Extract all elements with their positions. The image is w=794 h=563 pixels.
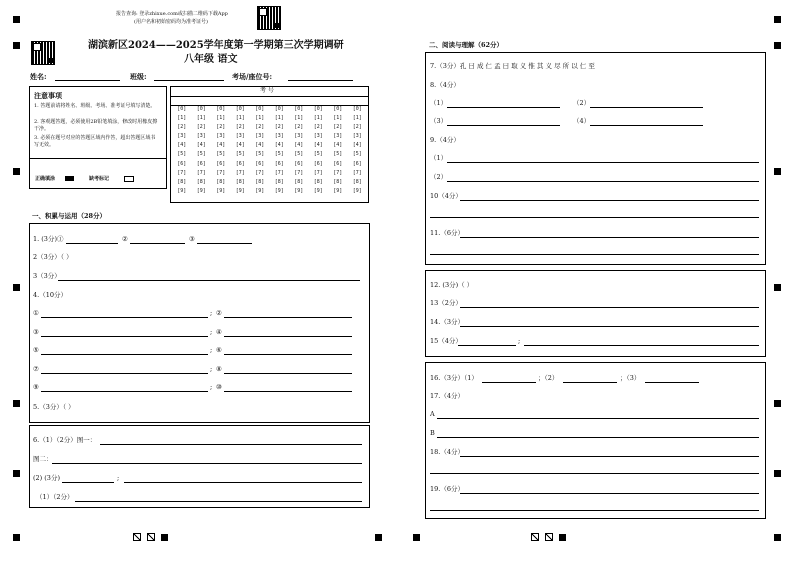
id-digit-bubble[interactable]: [1] bbox=[196, 115, 206, 122]
id-digit-bubble[interactable]: [7] bbox=[274, 169, 284, 176]
id-digit-bubble[interactable]: [5] bbox=[313, 151, 323, 158]
id-digit-bubble[interactable]: [2] bbox=[274, 124, 284, 131]
id-digit-bubble[interactable]: [2] bbox=[177, 124, 187, 131]
name-field[interactable] bbox=[55, 80, 120, 81]
page-code-mark bbox=[147, 533, 155, 541]
notice-item: 3. 必须在题号对应的答题区域内作答，超出答题区域书写无效。 bbox=[34, 135, 156, 148]
q15-blank-2[interactable] bbox=[524, 345, 759, 346]
id-digit-bubble[interactable]: [7] bbox=[216, 169, 226, 176]
id-digit-bubble[interactable]: [3] bbox=[313, 133, 323, 140]
q4-item-label: ④ bbox=[216, 327, 222, 336]
q4-item-blank[interactable] bbox=[224, 317, 352, 318]
id-digit-bubble[interactable]: [1] bbox=[333, 115, 343, 122]
id-digit-bubble[interactable]: [6] bbox=[255, 160, 265, 167]
id-digit-bubble[interactable]: [8] bbox=[274, 178, 284, 185]
q18-label: 18.（4分） bbox=[430, 448, 464, 456]
q4-item-label: ① bbox=[33, 309, 39, 317]
q16-blank-3[interactable] bbox=[645, 382, 699, 383]
q9-item-2-label: （2） bbox=[430, 173, 448, 181]
id-digit-bubble[interactable]: [5] bbox=[196, 151, 206, 158]
id-digit-bubble[interactable]: [6] bbox=[274, 160, 284, 167]
section1-answer-box bbox=[29, 223, 370, 423]
q12-label: 12. (3分)（ ） bbox=[430, 281, 474, 289]
q17-blank-a[interactable] bbox=[437, 418, 759, 419]
id-digit-bubble[interactable]: [1] bbox=[216, 115, 226, 122]
id-digit-bubble[interactable]: [0] bbox=[274, 106, 284, 112]
q17-blank-b[interactable] bbox=[437, 437, 759, 438]
notice-item: 2. 客观题答题，必须使用2B铅笔填涂，修改时用橡皮擦干净。 bbox=[34, 119, 158, 132]
timing-mark bbox=[774, 42, 781, 49]
id-digit-bubble[interactable]: [4] bbox=[352, 142, 362, 149]
id-digit-column[interactable] bbox=[309, 96, 329, 196]
id-digit-bubble[interactable]: [6] bbox=[352, 160, 362, 167]
q5-label: 5.（3分）（ ） bbox=[33, 403, 75, 411]
id-digit-bubble[interactable]: [0] bbox=[294, 106, 304, 112]
q4-item-label: ③ bbox=[33, 327, 39, 336]
q8-item-4-label: （4） bbox=[573, 117, 591, 125]
page-code-mark bbox=[133, 533, 141, 541]
id-digit-bubble[interactable]: [3] bbox=[294, 133, 304, 140]
q6-part2-label: (2) (3分) bbox=[33, 474, 60, 482]
exam-subtitle: 八年级 语文 bbox=[184, 54, 238, 65]
id-digit-bubble[interactable]: [8] bbox=[216, 178, 226, 185]
qr-code-left bbox=[31, 41, 55, 65]
id-digit-column[interactable] bbox=[348, 96, 368, 196]
id-digit-bubble[interactable]: [4] bbox=[274, 142, 284, 149]
id-digit-bubble[interactable]: [4] bbox=[294, 142, 304, 149]
report-query-note: 报告查询: 登录zhixue.com或扫描二维码下载App bbox=[116, 11, 228, 17]
q16-label-3: ；（3） bbox=[620, 374, 641, 382]
q4-item-label: ⑥ bbox=[216, 346, 222, 354]
timing-mark bbox=[559, 534, 566, 541]
q1-label-3: ③ bbox=[189, 235, 195, 243]
q11-blank-1[interactable] bbox=[460, 237, 759, 238]
section2-box-a bbox=[425, 52, 766, 265]
timing-mark bbox=[774, 534, 781, 541]
section2-box-b bbox=[425, 270, 766, 357]
q4-item-blank[interactable] bbox=[224, 336, 352, 337]
id-digit-bubble[interactable]: [4] bbox=[235, 142, 245, 149]
id-digit-bubble[interactable]: [3] bbox=[333, 133, 343, 140]
id-digit-bubble[interactable]: [6] bbox=[235, 160, 245, 167]
id-digit-bubble[interactable]: [9] bbox=[313, 187, 323, 194]
id-digit-bubble[interactable]: [5] bbox=[352, 151, 362, 158]
q10-blank-1[interactable] bbox=[460, 200, 759, 201]
id-digit-bubble[interactable]: [9] bbox=[274, 187, 284, 194]
id-digit-bubble[interactable]: [5] bbox=[216, 151, 226, 158]
q17-option-b-label: B bbox=[430, 429, 435, 437]
q8-label: 8.（4分） bbox=[430, 81, 460, 89]
q14-label: 14.（3分） bbox=[430, 318, 464, 326]
id-digit-column[interactable] bbox=[192, 96, 212, 196]
id-digit-bubble[interactable]: [5] bbox=[255, 151, 265, 158]
separator-semicolon: ; bbox=[210, 327, 213, 336]
id-digit-bubble[interactable]: [2] bbox=[235, 124, 245, 131]
separator-semicolon: ; bbox=[210, 309, 213, 317]
q6-blank-1[interactable] bbox=[100, 444, 362, 445]
q18-blank-1[interactable] bbox=[460, 456, 759, 457]
section2-box-c bbox=[425, 362, 766, 519]
id-digit-bubble[interactable]: [0] bbox=[196, 106, 206, 112]
q6-blank-4[interactable] bbox=[124, 482, 362, 483]
id-digit-bubble[interactable]: [6] bbox=[177, 160, 187, 167]
q15-label: 15（4分） bbox=[430, 337, 462, 345]
timing-mark bbox=[774, 284, 781, 291]
q10-blank-2[interactable] bbox=[430, 217, 759, 218]
absent-mark-label: 缺考标记 bbox=[89, 176, 110, 182]
q19-blank-1[interactable] bbox=[460, 493, 759, 494]
id-digit-bubble[interactable]: [7] bbox=[196, 169, 206, 176]
timing-mark bbox=[13, 284, 20, 291]
id-digit-bubble[interactable]: [6] bbox=[196, 160, 206, 167]
id-digit-bubble[interactable]: [9] bbox=[255, 187, 265, 194]
id-digit-bubble[interactable]: [0] bbox=[255, 106, 265, 112]
id-digit-bubble[interactable]: [8] bbox=[333, 178, 343, 185]
id-digit-bubble[interactable]: [3] bbox=[274, 133, 284, 140]
timing-mark bbox=[13, 42, 20, 49]
separator-semicolon: ; bbox=[210, 383, 213, 391]
seat-field[interactable] bbox=[288, 80, 353, 81]
id-digit-bubble[interactable]: [0] bbox=[177, 106, 187, 112]
id-digit-bubble[interactable]: [2] bbox=[255, 124, 265, 131]
id-digit-bubble[interactable]: [7] bbox=[313, 169, 323, 176]
id-digit-bubble[interactable]: [8] bbox=[313, 178, 323, 185]
q4-item-blank[interactable] bbox=[41, 354, 208, 355]
id-digit-bubble[interactable]: [2] bbox=[352, 124, 362, 131]
id-digit-bubble[interactable]: [5] bbox=[333, 151, 343, 158]
id-digit-bubble[interactable]: [3] bbox=[177, 133, 187, 140]
id-digit-bubble[interactable]: [5] bbox=[235, 151, 245, 158]
q6-blank-2[interactable] bbox=[52, 463, 362, 464]
id-digit-column[interactable] bbox=[211, 96, 231, 196]
timing-mark bbox=[375, 534, 382, 541]
id-digit-bubble[interactable]: [9] bbox=[352, 187, 362, 194]
q17-option-a-label: A bbox=[430, 410, 435, 418]
id-digit-bubble[interactable]: [5] bbox=[274, 151, 284, 158]
timing-mark bbox=[161, 534, 168, 541]
id-digit-bubble[interactable]: [7] bbox=[333, 169, 343, 176]
q13-blank[interactable] bbox=[460, 307, 759, 308]
q13-label: 13（2分） bbox=[430, 299, 462, 307]
id-digit-bubble[interactable]: [1] bbox=[352, 115, 362, 122]
exam-id-bubble-grid[interactable] bbox=[172, 96, 367, 196]
q8-blank-3[interactable] bbox=[447, 125, 560, 126]
id-digit-column[interactable] bbox=[270, 96, 290, 196]
section1-title: 一、积累与运用（28分） bbox=[32, 212, 107, 220]
id-digit-bubble[interactable]: [1] bbox=[294, 115, 304, 122]
seat-label: 考场/座位号: bbox=[232, 72, 273, 81]
timing-mark bbox=[774, 16, 781, 23]
notice-item: 1. 答题前请将姓名、班级、考场、准考证号填写清楚。 bbox=[34, 103, 156, 109]
id-digit-bubble[interactable]: [8] bbox=[255, 178, 265, 185]
q6-label: 6.（1）（2分）图一： bbox=[33, 436, 97, 444]
separator-semicolon: ; bbox=[210, 346, 213, 354]
class-label: 班级: bbox=[130, 72, 147, 81]
q11-blank-2[interactable] bbox=[430, 254, 759, 255]
q4-item-blank[interactable] bbox=[41, 391, 208, 392]
id-digit-bubble[interactable]: [6] bbox=[333, 160, 343, 167]
notice-divider bbox=[29, 158, 167, 159]
id-digit-bubble[interactable]: [7] bbox=[352, 169, 362, 176]
q6-part3-label: （1）（2分） bbox=[36, 493, 74, 501]
q3-blank[interactable] bbox=[58, 280, 360, 281]
id-digit-bubble[interactable]: [5] bbox=[294, 151, 304, 158]
q16-blank-1[interactable] bbox=[482, 382, 536, 383]
q9-label: 9.（4分） bbox=[430, 136, 460, 144]
q16-blank-2[interactable] bbox=[563, 382, 617, 383]
separator-semicolon: ; bbox=[210, 364, 213, 373]
timing-mark bbox=[774, 168, 781, 175]
id-digit-column[interactable] bbox=[172, 96, 192, 196]
id-digit-column[interactable] bbox=[328, 96, 348, 196]
q18-blank-2[interactable] bbox=[430, 473, 759, 474]
id-digit-bubble[interactable]: [2] bbox=[313, 124, 323, 131]
fill-correct-sample bbox=[65, 176, 74, 181]
id-digit-bubble[interactable]: [0] bbox=[216, 106, 226, 112]
id-digit-bubble[interactable]: [3] bbox=[196, 133, 206, 140]
id-digit-bubble[interactable]: [8] bbox=[235, 178, 245, 185]
id-digit-bubble[interactable]: [8] bbox=[352, 178, 362, 185]
id-digit-bubble[interactable]: [5] bbox=[177, 151, 187, 158]
id-digit-bubble[interactable]: [9] bbox=[333, 187, 343, 194]
id-digit-bubble[interactable]: [2] bbox=[294, 124, 304, 131]
id-digit-bubble[interactable]: [3] bbox=[352, 133, 362, 140]
id-digit-bubble[interactable]: [7] bbox=[255, 169, 265, 176]
q4-item-label: ⑨ bbox=[33, 383, 39, 391]
class-field[interactable] bbox=[154, 80, 224, 81]
q4-item-blank[interactable] bbox=[41, 373, 208, 374]
q9-item-1-label: （1） bbox=[430, 154, 448, 162]
id-digit-column[interactable] bbox=[250, 96, 270, 196]
timing-mark bbox=[13, 168, 20, 175]
id-digit-bubble[interactable]: [1] bbox=[177, 115, 187, 122]
id-digit-bubble[interactable]: [9] bbox=[216, 187, 226, 194]
id-digit-bubble[interactable]: [3] bbox=[235, 133, 245, 140]
timing-mark bbox=[13, 400, 20, 407]
id-digit-bubble[interactable]: [8] bbox=[196, 178, 206, 185]
id-digit-bubble[interactable]: [2] bbox=[196, 124, 206, 131]
q2-label: 2（3分）（ ） bbox=[33, 253, 73, 261]
id-digit-bubble[interactable]: [4] bbox=[313, 142, 323, 149]
exam-id-title: 考 号 bbox=[260, 87, 274, 94]
separator-semicolon: ; bbox=[117, 474, 120, 482]
id-digit-bubble[interactable]: [7] bbox=[177, 169, 187, 176]
exam-title: 湖滨新区2024——2025学年度第一学期第三次学期调研 bbox=[88, 40, 344, 51]
q4-item-blank[interactable] bbox=[224, 373, 352, 374]
id-digit-bubble[interactable]: [1] bbox=[313, 115, 323, 122]
timing-mark bbox=[13, 16, 20, 23]
id-digit-bubble[interactable]: [1] bbox=[274, 115, 284, 122]
q8-item-1-label: （1） bbox=[430, 99, 448, 107]
id-digit-column[interactable] bbox=[231, 96, 251, 196]
q15-blank-1[interactable] bbox=[458, 345, 516, 346]
q16-label: 16.（3分）（1） bbox=[430, 374, 478, 382]
q4-item-blank[interactable] bbox=[224, 391, 352, 392]
id-digit-bubble[interactable]: [0] bbox=[313, 106, 323, 112]
id-digit-bubble[interactable]: [4] bbox=[255, 142, 265, 149]
absent-mark-box[interactable] bbox=[124, 176, 134, 182]
id-digit-bubble[interactable]: [6] bbox=[294, 160, 304, 167]
id-digit-bubble[interactable]: [8] bbox=[294, 178, 304, 185]
q19-label: 19.（6分） bbox=[430, 485, 464, 493]
q16-label-2: ；（2） bbox=[538, 374, 559, 382]
q1-label-2: ② bbox=[122, 235, 128, 243]
id-digit-bubble[interactable]: [0] bbox=[235, 106, 245, 112]
q4-item-label: ⑧ bbox=[216, 364, 222, 373]
q4-item-label: ⑩ bbox=[216, 383, 222, 391]
id-digit-bubble[interactable]: [4] bbox=[196, 142, 206, 149]
q19-blank-2[interactable] bbox=[430, 510, 759, 511]
q8-item-3-label: （3） bbox=[430, 117, 448, 125]
timing-mark bbox=[413, 534, 420, 541]
id-digit-bubble[interactable]: [2] bbox=[333, 124, 343, 131]
id-digit-bubble[interactable]: [4] bbox=[333, 142, 343, 149]
q4-item-blank[interactable] bbox=[41, 336, 208, 337]
q8-blank-2[interactable] bbox=[590, 107, 703, 108]
timing-mark bbox=[774, 400, 781, 407]
id-digit-bubble[interactable]: [4] bbox=[177, 142, 187, 149]
q1-blank-3[interactable] bbox=[197, 243, 252, 244]
q1-blank-1[interactable] bbox=[66, 243, 118, 244]
q7-label: 7.（3分）孔 曰 成 仁 孟 曰 取 义 惟 其 义 尽 所 以 仁 至 bbox=[430, 62, 595, 70]
q4-item-label: ⑦ bbox=[33, 364, 39, 373]
section2-title: 二、阅读与理解（62分） bbox=[429, 41, 504, 49]
q10-label: 10（4分） bbox=[430, 192, 462, 200]
id-digit-bubble[interactable]: [7] bbox=[294, 169, 304, 176]
page-code-mark bbox=[531, 533, 539, 541]
id-digit-bubble[interactable]: [3] bbox=[216, 133, 226, 140]
q1-blank-2[interactable] bbox=[130, 243, 185, 244]
id-digit-bubble[interactable]: [2] bbox=[216, 124, 226, 131]
timing-mark bbox=[13, 470, 20, 477]
separator-semicolon: ; bbox=[518, 337, 521, 345]
id-digit-bubble[interactable]: [3] bbox=[255, 133, 265, 140]
fill-correct-label: 正确填涂 bbox=[35, 176, 56, 182]
page-code-mark bbox=[545, 533, 553, 541]
q8-blank-4[interactable] bbox=[590, 125, 703, 126]
q4-item-blank[interactable] bbox=[41, 317, 208, 318]
q4-item-label: ⑤ bbox=[33, 346, 39, 354]
id-digit-bubble[interactable]: [0] bbox=[333, 106, 343, 112]
id-digit-bubble[interactable]: [9] bbox=[177, 187, 187, 194]
notice-title: 注意事项 bbox=[34, 91, 62, 100]
id-digit-bubble[interactable]: [9] bbox=[196, 187, 206, 194]
timing-mark bbox=[13, 534, 20, 541]
id-digit-bubble[interactable]: [0] bbox=[352, 106, 362, 112]
id-digit-column[interactable] bbox=[289, 96, 309, 196]
login-hint-note: (用户名和初始密码均为准考证号) bbox=[134, 19, 208, 25]
id-digit-bubble[interactable]: [4] bbox=[216, 142, 226, 149]
id-digit-bubble[interactable]: [9] bbox=[235, 187, 245, 194]
q6-figure2-label: 图二： bbox=[33, 455, 53, 463]
q1-label: 1. (3分)① bbox=[33, 235, 64, 243]
id-digit-bubble[interactable]: [9] bbox=[294, 187, 304, 194]
q17-label: 17.（4分） bbox=[430, 392, 464, 400]
q6-blank-5[interactable] bbox=[75, 501, 362, 502]
q4-item-label: ② bbox=[216, 309, 222, 317]
q14-blank[interactable] bbox=[460, 326, 759, 327]
q8-blank-1[interactable] bbox=[447, 107, 560, 108]
id-digit-bubble[interactable]: [6] bbox=[216, 160, 226, 167]
q8-item-2-label: （2） bbox=[573, 99, 591, 107]
id-digit-bubble[interactable]: [8] bbox=[177, 178, 187, 185]
q4-label: 4.（10分） bbox=[33, 291, 67, 299]
qr-code-top bbox=[257, 6, 281, 30]
id-digit-bubble[interactable]: [1] bbox=[235, 115, 245, 122]
name-label: 姓名: bbox=[30, 72, 47, 81]
timing-mark bbox=[774, 470, 781, 477]
q11-label: 11.（6分） bbox=[430, 229, 464, 237]
id-digit-bubble[interactable]: [6] bbox=[313, 160, 323, 167]
id-digit-bubble[interactable]: [7] bbox=[235, 169, 245, 176]
q9-blank-2[interactable] bbox=[447, 181, 759, 182]
q3-label: 3（3分） bbox=[33, 272, 61, 280]
id-digit-bubble[interactable]: [1] bbox=[255, 115, 265, 122]
q4-item-blank[interactable] bbox=[224, 354, 352, 355]
q6-blank-3[interactable] bbox=[62, 482, 114, 483]
q9-blank-1[interactable] bbox=[447, 162, 759, 163]
